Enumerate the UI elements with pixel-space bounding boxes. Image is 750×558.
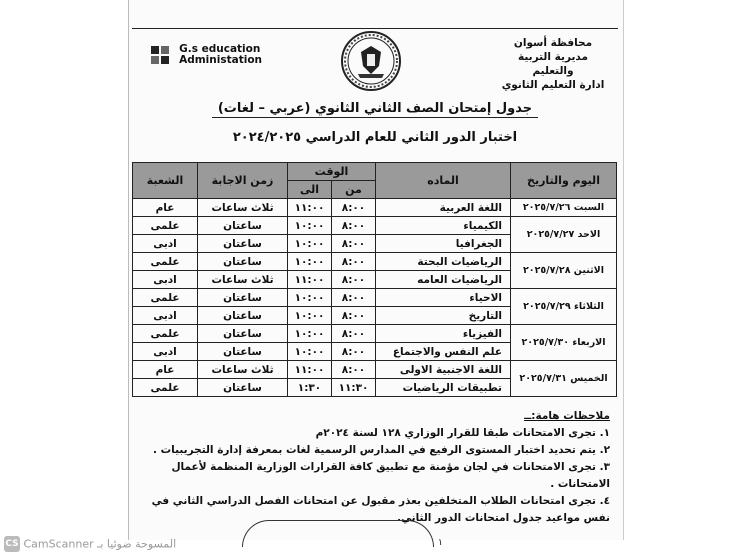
col-header-duration: زمن الاجابة [198,163,288,199]
from-cell: ٨:٠٠ [332,325,376,343]
duration-cell: ساعتان [198,325,288,343]
day-cell: الاحد ٢٠٢٥/٧/٢٧ [511,217,617,253]
note-item: ٣. تجرى الامتحانات في لجان مؤمنة مع تطبيق كافة القرارات الوزارية المنظمة لأعمال الامتحانات . [171,461,610,490]
to-cell: ١٠:٠٠ [288,235,332,253]
notes-section [140,408,610,527]
to-cell: ١١:٠٠ [288,271,332,289]
branch-cell: عام [133,199,198,217]
duration-cell: ساعتان [198,217,288,235]
branch-cell: ادبى [133,271,198,289]
subject-cell: اللغة الاجنبية الاولى [376,361,511,379]
schedule-body [133,199,617,397]
branch-cell: علمى [133,289,198,307]
col-header-subject: الماده [376,163,511,199]
table-row [133,361,617,379]
subject-cell: الرياضيات العامه [376,271,511,289]
duration-cell: ساعتان [198,253,288,271]
subject-cell: الكيمياء [376,217,511,235]
branch-cell: عام [133,361,198,379]
camscanner-logo-icon: CS [4,536,20,552]
document-subtitle: اختبار الدور الثاني للعام الدراسي ٢٠٢٤/٢٠٢٥ [232,130,518,145]
branch-cell: ادبى [133,343,198,361]
to-cell: ١٠:٠٠ [288,253,332,271]
to-cell: ١٠:٠٠ [288,307,332,325]
to-cell: ١١:٠٠ [288,361,332,379]
duration-cell: ساعتان [198,235,288,253]
table-row [133,289,617,307]
page-number: ١ [438,538,443,548]
from-cell: ١١:٣٠ [332,379,376,397]
watermark-text: CamScanner المسوحة ضوئيا بـ [23,537,177,551]
note-item: ١. تجرى الامتحانات طبقا للقرار الوزاري ١٢٨ لسنة ٢٠٢٤م [315,427,610,439]
from-cell: ٨:٠٠ [332,235,376,253]
from-cell: ٨:٠٠ [332,271,376,289]
from-cell: ٨:٠٠ [332,217,376,235]
col-header-branch: الشعبة [133,163,198,199]
note-item: ٢. يتم تحديد اختبار المستوى الرفيع في المدارس الرسمية لغات بمعرفة إدارة التجريبيات . [152,444,610,456]
subject-cell: الرياضيات البحتة [376,253,511,271]
header-line: ادارة التعليم الثانوي [501,79,605,91]
from-cell: ٨:٠٠ [332,361,376,379]
subject-cell: الاحياء [376,289,511,307]
duration-cell: ساعتان [198,289,288,307]
duration-cell: ثلاث ساعات [198,361,288,379]
from-cell: ٨:٠٠ [332,343,376,361]
col-header-time: الوقت [288,163,376,181]
header-directorate [498,36,608,92]
col-header-to: الى [288,181,332,199]
note-item: ٤. تجرى امتحانات الطلاب المتخلفين بعذر مقبول عن امتحانات الفصل الدراسي الثاني في نفس مواعيد جدول امتحانات الدور الثاني. [151,495,610,524]
subject-cell: تطبيقات الرياضيات [376,379,511,397]
gs-line: Administation [179,54,263,66]
egypt-seal-icon [340,30,402,92]
day-cell: الخميس ٢٠٢٥/٧/٣١ [511,361,617,397]
from-cell: ٨:٠٠ [332,307,376,325]
subject-cell: الجغرافيا [376,235,511,253]
from-cell: ٨:٠٠ [332,253,376,271]
subject-cell: اللغة العربية [376,199,511,217]
exam-schedule-table [132,162,617,397]
gs-line: G.s education [179,43,261,55]
duration-cell: ساعتان [198,343,288,361]
to-cell: ١٠:٠٠ [288,217,332,235]
duration-cell: ساعتان [198,379,288,397]
table-row [133,199,617,217]
day-cell: الاثنين ٢٠٢٥/٧/٢٨ [511,253,617,289]
branch-cell: ادبى [133,235,198,253]
top-rule [132,28,618,29]
subject-cell: علم النفس والاجتماع [376,343,511,361]
branch-cell: علمى [133,217,198,235]
to-cell: ١١:٠٠ [288,199,332,217]
col-header-day: اليوم والتاريخ [511,163,617,199]
from-cell: ٨:٠٠ [332,199,376,217]
camscanner-watermark [4,536,176,552]
notes-title: ملاحظات هامة:ــ [524,410,610,422]
table-row [133,325,617,343]
to-cell: ١٠:٠٠ [288,289,332,307]
duration-cell: ثلاث ساعات [198,199,288,217]
subject-cell: التاريخ [376,307,511,325]
branch-cell: علمى [133,325,198,343]
page-footer-arc [242,520,434,547]
header-line: محافظة أسوان [513,37,593,49]
day-cell: الثلاثاء ٢٠٢٥/٧/٢٩ [511,289,617,325]
duration-cell: ثلاث ساعات [198,271,288,289]
table-row [133,253,617,271]
branch-cell: ادبى [133,307,198,325]
branch-cell: علمى [133,253,198,271]
duration-cell: ساعتان [198,307,288,325]
to-cell: ١٠:٠٠ [288,343,332,361]
col-header-from: من [332,181,376,199]
to-cell: ١٠:٠٠ [288,325,332,343]
branch-cell: علمى [133,379,198,397]
day-cell: السبت ٢٠٢٥/٧/٢٦ [511,199,617,217]
from-cell: ٨:٠٠ [332,289,376,307]
to-cell: ١:٣٠ [288,379,332,397]
table-row [133,217,617,235]
header-line: مديرية التربية والتعليم [518,51,588,77]
gs-logo-icon [150,45,170,65]
subject-cell: الفيزياء [376,325,511,343]
document-title: جدول إمتحان الصف الثاني الثانوي (عربي – لغات) [140,101,610,116]
header-gs-education [150,44,290,66]
day-cell: الاربعاء ٢٠٢٥/٧/٣٠ [511,325,617,361]
